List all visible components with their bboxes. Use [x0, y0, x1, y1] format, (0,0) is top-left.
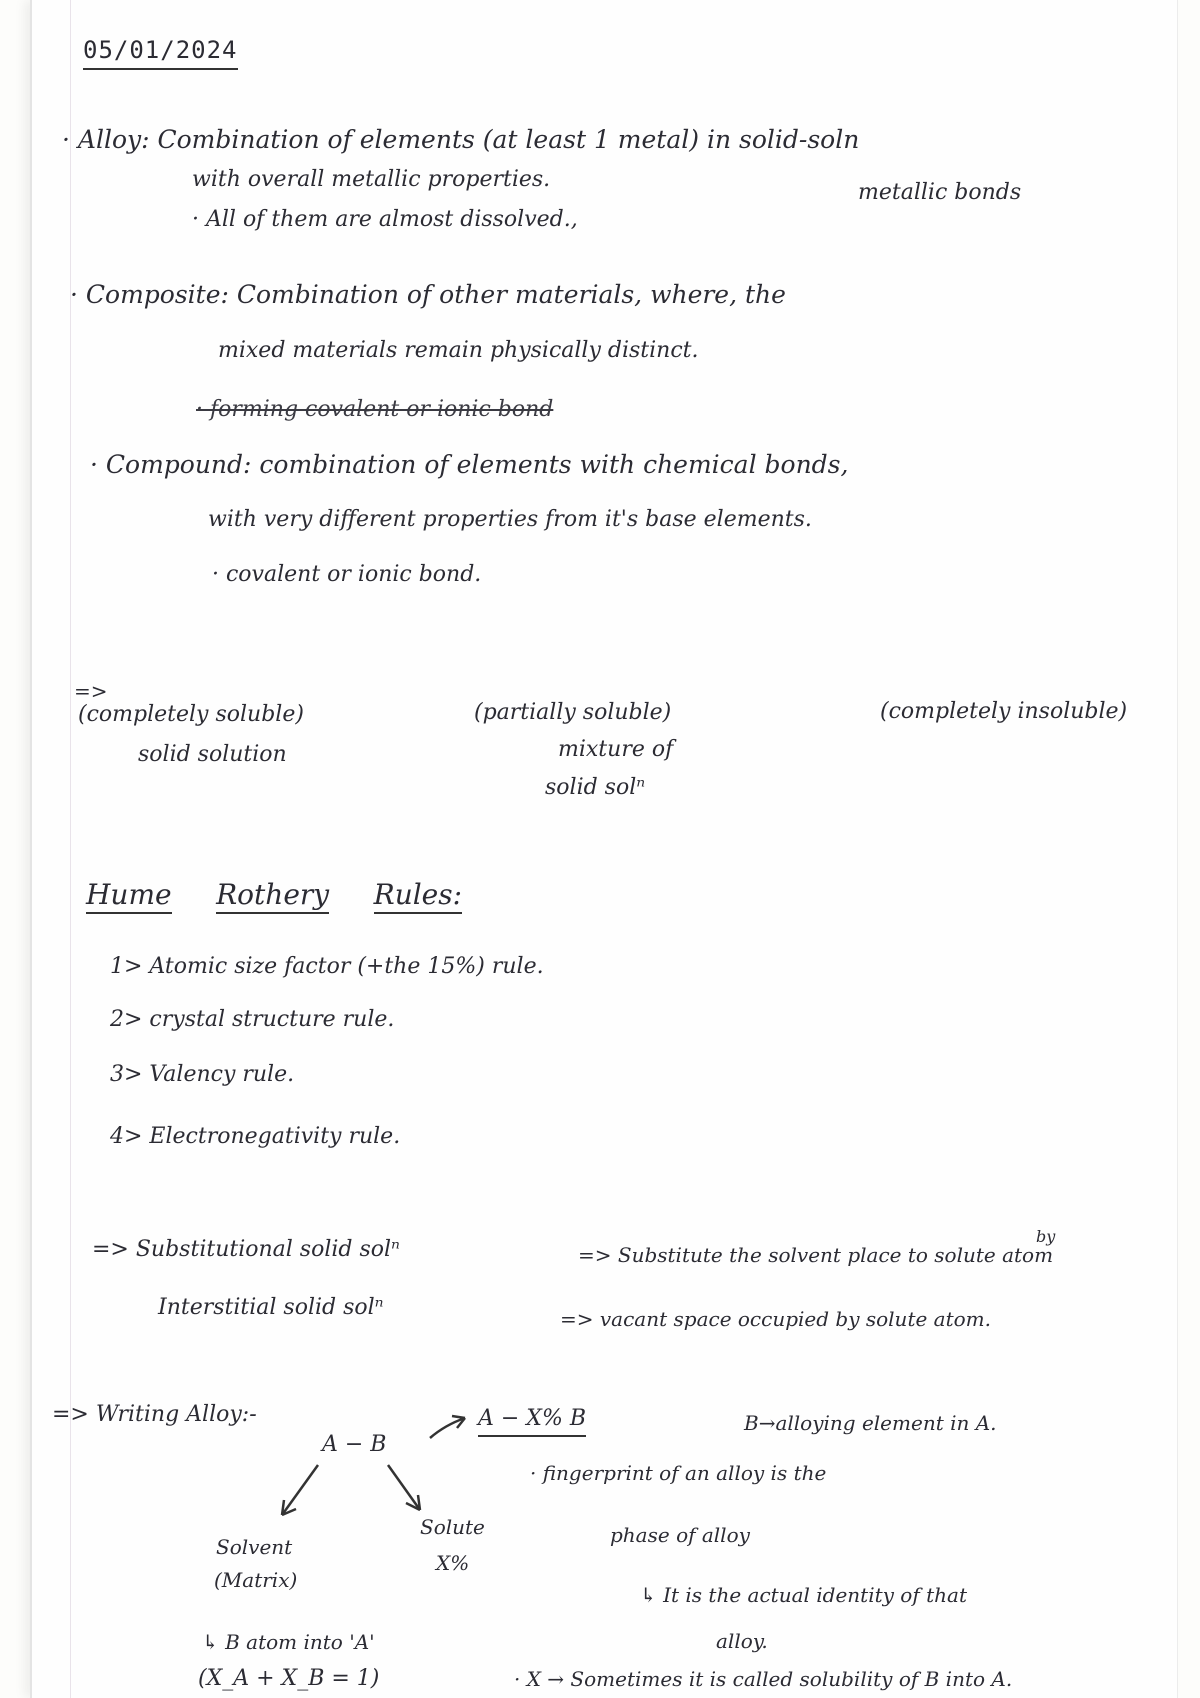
rothery-word: Rothery	[216, 878, 329, 914]
fingerprint-line-4: alloy.	[716, 1629, 768, 1653]
a-b-notation: A − B	[322, 1432, 387, 1457]
mole-fraction-sum: (X_A + X_B = 1)	[198, 1666, 380, 1691]
rule-3: 3> Valency rule.	[110, 1062, 295, 1087]
matrix-label: (Matrix)	[214, 1568, 298, 1592]
rule-1: 1> Atomic size factor (+the 15%) rule.	[110, 954, 544, 979]
composite-line-1: · Composite: Combination of other materials, where, the	[70, 280, 786, 309]
compound-line-3: · covalent or ionic bond.	[212, 562, 482, 587]
arrow-to-solvent	[282, 1465, 318, 1515]
alloy-line-1: · Alloy: Combination of elements (at least 1 metal) in solid-soln	[62, 125, 860, 154]
b-atom-note: ↳ B atom into 'A'	[202, 1630, 375, 1654]
interstitial-term: Interstitial solid solⁿ	[158, 1295, 384, 1320]
fingerprint-line-3: ↳ It is the actual identity of that	[640, 1583, 967, 1607]
x-percent-label: X%	[436, 1551, 470, 1575]
alloy-line-2: with overall metallic properties.	[192, 167, 551, 192]
solubility-arrow: =>	[74, 679, 108, 703]
page-date: 05/01/2024	[83, 36, 238, 70]
substitutional-by: by	[1036, 1227, 1056, 1246]
fingerprint-line-2: phase of alloy	[610, 1523, 750, 1547]
alloy-formula: A − X% B	[478, 1404, 586, 1437]
substitutional-term: => Substitutional solid solⁿ	[92, 1237, 400, 1262]
completely-soluble-title: (completely soluble)	[78, 702, 304, 727]
compound-line-1: · Compound: combination of elements with chemical bonds,	[90, 450, 849, 479]
partially-soluble-sub-1: mixture of	[558, 737, 674, 762]
alloy-metallic-bonds: metallic bonds	[858, 180, 1022, 205]
arrow-to-solute	[388, 1465, 420, 1510]
substitutional-definition: => Substitute the solvent place to solute atom	[578, 1243, 1054, 1267]
arrow-to-formula	[430, 1418, 465, 1438]
b-alloying-note: B→alloying element in A.	[744, 1411, 997, 1435]
interstitial-definition: => vacant space occupied by solute atom.	[560, 1307, 991, 1331]
x-solubility-note: · X → Sometimes it is called solubility of B into A.	[514, 1667, 1013, 1691]
partially-soluble-sub-2: solid solⁿ	[545, 775, 646, 800]
writing-alloy-heading: => Writing Alloy:-	[52, 1402, 257, 1427]
alloy-line-3: · All of them are almost dissolved.,	[192, 207, 578, 232]
rule-4: 4> Electronegativity rule.	[110, 1124, 401, 1149]
rules-word: Rules:	[374, 878, 462, 914]
hume-word: Hume	[86, 878, 172, 914]
composite-struck-note: · forming covalent or ionic bond	[196, 397, 554, 422]
completely-insoluble-title: (completely insoluble)	[880, 699, 1128, 724]
completely-soluble-sub: solid solution	[138, 742, 287, 767]
compound-line-2: with very different properties from it's base elements.	[208, 507, 812, 532]
solute-label: Solute	[420, 1515, 485, 1539]
partially-soluble-title: (partially soluble)	[474, 700, 672, 725]
composite-line-2: mixed materials remain physically distinct.	[218, 338, 699, 363]
rule-2: 2> crystal structure rule.	[110, 1007, 395, 1032]
fingerprint-line-1: · fingerprint of an alloy is the	[530, 1461, 827, 1485]
solvent-label: Solvent	[216, 1535, 293, 1559]
